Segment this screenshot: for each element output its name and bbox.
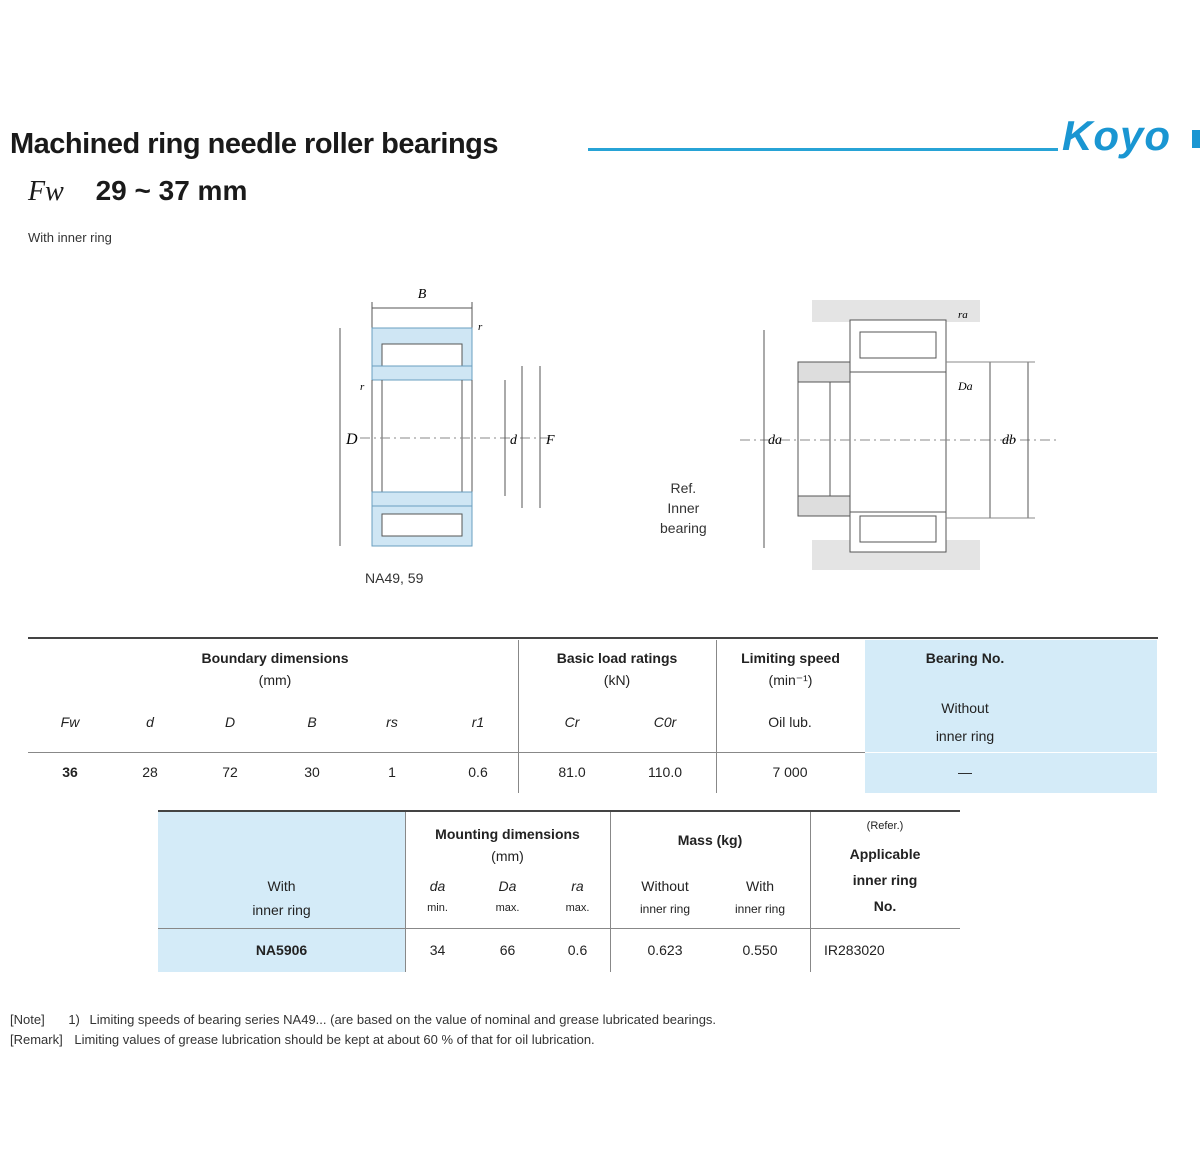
footnote-1-text: Limiting speeds of bearing series NA49... (are based on the value of nominal and grease lubricated bearings. xyxy=(89,1012,717,1027)
col-b: B xyxy=(307,714,317,730)
col-da: da xyxy=(429,878,446,894)
col-fw: Fw xyxy=(60,714,80,730)
val-d: 28 xyxy=(142,764,158,780)
col-da-outer: Da xyxy=(498,878,517,894)
mounting-header: Mounting dimensions xyxy=(435,826,580,842)
table1-mid-rule xyxy=(28,752,865,753)
ref-header-2: inner ring xyxy=(852,872,918,888)
mass-header: Mass (kg) xyxy=(677,832,743,848)
t2-left-header-2: inner ring xyxy=(252,902,311,918)
dim-r2-label: r xyxy=(360,381,365,393)
val-c0r: 110.0 xyxy=(648,764,682,780)
val-da: 34 xyxy=(429,942,446,958)
unit-ra: max. xyxy=(565,902,590,914)
table1-top-rule xyxy=(28,637,1158,639)
mass-col-1a: Without xyxy=(641,878,689,894)
footnote-2-tag: [Remark] xyxy=(10,1032,63,1047)
table2-top-rule xyxy=(158,810,960,812)
left-figure-caption: NA49, 59 xyxy=(365,570,424,586)
val-r1: 0.6 xyxy=(468,764,488,780)
val-da-outer: 66 xyxy=(499,942,516,958)
load-ratings-unit: (kN) xyxy=(603,672,631,688)
col-rs: rs xyxy=(386,714,398,730)
brand-mark xyxy=(1192,130,1200,148)
range-value: 29 ~ 37 mm xyxy=(95,175,248,206)
dim-db-label: db xyxy=(1002,433,1016,448)
val-speed: 7 000 xyxy=(772,764,808,780)
footnote-1-tag: [Note] xyxy=(10,1012,45,1027)
right-note-line-2: Inner xyxy=(667,500,700,516)
ref-header-0: (Refer.) xyxy=(866,820,904,832)
table2-mid-rule xyxy=(158,928,960,929)
speed-header: Limiting speed xyxy=(741,650,840,666)
val-ra: 0.6 xyxy=(567,942,588,958)
bearing-no-header: Bearing No. xyxy=(925,650,1005,666)
size-range xyxy=(28,175,247,208)
footnote-1 xyxy=(10,1012,716,1027)
title-rule xyxy=(588,148,1058,151)
t2-left-header-1: With xyxy=(267,878,296,894)
bearing-no-sub2: inner ring xyxy=(935,728,995,744)
mass-col-2a: With xyxy=(746,878,774,894)
footnote-1-num: 1) xyxy=(68,1012,80,1027)
val-d-outer: 72 xyxy=(222,764,238,780)
brand-logo: Koyo xyxy=(1062,112,1171,159)
dims-unit: (mm) xyxy=(258,672,292,688)
col-c0r: C0r xyxy=(653,714,677,730)
col-ra: ra xyxy=(571,878,584,894)
dims-header: Boundary dimensions xyxy=(201,650,349,666)
dim-b-label: B xyxy=(417,287,427,302)
dim-d-inner-label: d xyxy=(510,433,517,448)
footnote-2-text: Limiting values of grease lubrication should be kept at about 60 % of that for oil lubrication. xyxy=(74,1032,595,1047)
mounting-unit: (mm) xyxy=(491,848,524,864)
dim-r-label: r xyxy=(478,321,483,333)
dim-fw-label: F xyxy=(546,433,555,448)
ref-header-1: Applicable xyxy=(849,846,921,862)
mass-col-1b: inner ring xyxy=(639,902,691,916)
val-inner-ring-no: NA5906 xyxy=(255,942,308,958)
footnote-2 xyxy=(10,1032,595,1047)
col-d-outer: D xyxy=(224,714,236,730)
col-d: d xyxy=(146,714,154,730)
right-figure-note xyxy=(660,478,707,538)
val-rs: 1 xyxy=(388,764,396,780)
table1-blue-divider xyxy=(865,752,1157,753)
unit-da-outer: max. xyxy=(495,902,520,914)
right-note-line-1: Ref. xyxy=(670,480,697,496)
val-cr: 81.0 xyxy=(558,764,586,780)
dim-ra-label: ra xyxy=(958,309,968,321)
val-fw: 36 xyxy=(62,764,78,780)
val-ref-inner-ring: IR283020 xyxy=(824,942,885,958)
dim-da-outer-label: Da xyxy=(958,379,973,393)
page-title: Machined ring needle roller bearings xyxy=(10,128,499,160)
col-r1: r1 xyxy=(471,714,485,730)
val-mass-1: 0.623 xyxy=(647,942,683,958)
dim-d-outer-label: D xyxy=(346,431,358,448)
fw-symbol: Fw xyxy=(28,176,64,207)
bearing-no-sub1: Without xyxy=(941,700,989,716)
col-oil: Oil lub. xyxy=(768,714,812,730)
load-ratings-header: Basic load ratings xyxy=(556,650,678,666)
dim-da-label: da xyxy=(768,433,782,448)
ref-header-3: No. xyxy=(873,898,897,914)
val-b: 30 xyxy=(304,764,320,780)
header-note: With inner ring xyxy=(28,230,112,245)
val-bearing-no: — xyxy=(958,764,972,780)
right-note-line-3: bearing xyxy=(660,520,707,536)
speed-unit: (min⁻¹) xyxy=(768,672,813,688)
unit-da: min. xyxy=(427,902,448,914)
bearing-section-drawing xyxy=(300,280,580,580)
col-cr: Cr xyxy=(564,714,580,730)
val-mass-2: 0.550 xyxy=(742,942,778,958)
mass-col-2b: inner ring xyxy=(734,902,786,916)
